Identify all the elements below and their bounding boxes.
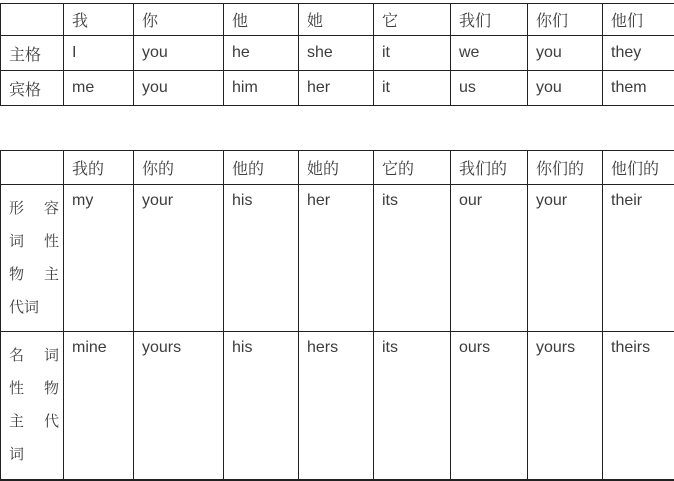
row-label-nominal-possessive [1, 332, 64, 481]
corner-cell [1, 4, 64, 36]
row-label-line: 名 词 [9, 339, 59, 372]
cell: its [374, 185, 451, 332]
row-label-line: 代词 [9, 291, 59, 324]
cell: ours [451, 332, 528, 481]
row-label-line: 性 物 [9, 372, 59, 405]
cell: it [374, 36, 451, 71]
table-row-adjectival-possessive [1, 185, 674, 332]
cell: them [603, 71, 674, 106]
row-label-line: 形 容 [9, 192, 59, 225]
cell: us [451, 71, 528, 106]
cell: theirs [603, 332, 674, 481]
cell: his [224, 332, 299, 481]
cell: you [134, 71, 224, 106]
table-row-nominal-possessive [1, 332, 674, 481]
cell: it [374, 71, 451, 106]
cell: your [134, 185, 224, 332]
table-header-row [1, 4, 674, 36]
cell: we [451, 36, 528, 71]
header-cell-nide: 你的 [134, 151, 224, 185]
header-cell-wo: 我 [64, 4, 134, 36]
cell: they [603, 36, 674, 71]
cell: you [134, 36, 224, 71]
corner-cell [1, 151, 64, 185]
header-cell-womende: 我们的 [451, 151, 528, 185]
header-cell-ni: 你 [134, 4, 224, 36]
header-cell-tamen: 他们 [603, 4, 674, 36]
table-header-row [1, 151, 674, 185]
header-cell-tade-her: 她的 [299, 151, 374, 185]
header-cell-ta-it: 它 [374, 4, 451, 36]
table-row-objective [1, 71, 674, 106]
cell: its [374, 332, 451, 481]
header-cell-ta-she: 她 [299, 4, 374, 36]
cell: I [64, 36, 134, 71]
cell: yours [134, 332, 224, 481]
header-cell-nimende: 你们的 [528, 151, 603, 185]
cell: her [299, 71, 374, 106]
row-label-line: 词 [9, 438, 59, 471]
header-cell-tamende: 他们的 [603, 151, 674, 185]
cell: me [64, 71, 134, 106]
document-page [0, 3, 674, 474]
cell: their [603, 185, 674, 332]
header-cell-ta-he: 他 [224, 4, 299, 36]
row-label-line: 主 代 [9, 405, 59, 438]
table-row-nominative [1, 36, 674, 71]
cell: you [528, 36, 603, 71]
cell: your [528, 185, 603, 332]
cell: my [64, 185, 134, 332]
pronoun-case-table [0, 3, 674, 106]
row-label-adjectival-possessive [1, 185, 64, 332]
cell: yours [528, 332, 603, 481]
cell: him [224, 71, 299, 106]
cell: his [224, 185, 299, 332]
header-cell-women: 我们 [451, 4, 528, 36]
header-cell-tade-its: 它的 [374, 151, 451, 185]
row-label-line: 物 主 [9, 258, 59, 291]
row-label-nominative: 主格 [1, 36, 64, 71]
cell: you [528, 71, 603, 106]
cell: hers [299, 332, 374, 481]
row-label-objective: 宾格 [1, 71, 64, 106]
cell: she [299, 36, 374, 71]
row-label-line: 词 性 [9, 225, 59, 258]
header-cell-nimen: 你们 [528, 4, 603, 36]
cell: he [224, 36, 299, 71]
header-cell-tade-his: 他的 [224, 151, 299, 185]
cell: our [451, 185, 528, 332]
header-cell-wode: 我的 [64, 151, 134, 185]
cell: her [299, 185, 374, 332]
cell: mine [64, 332, 134, 481]
possessive-pronoun-table [0, 150, 674, 481]
